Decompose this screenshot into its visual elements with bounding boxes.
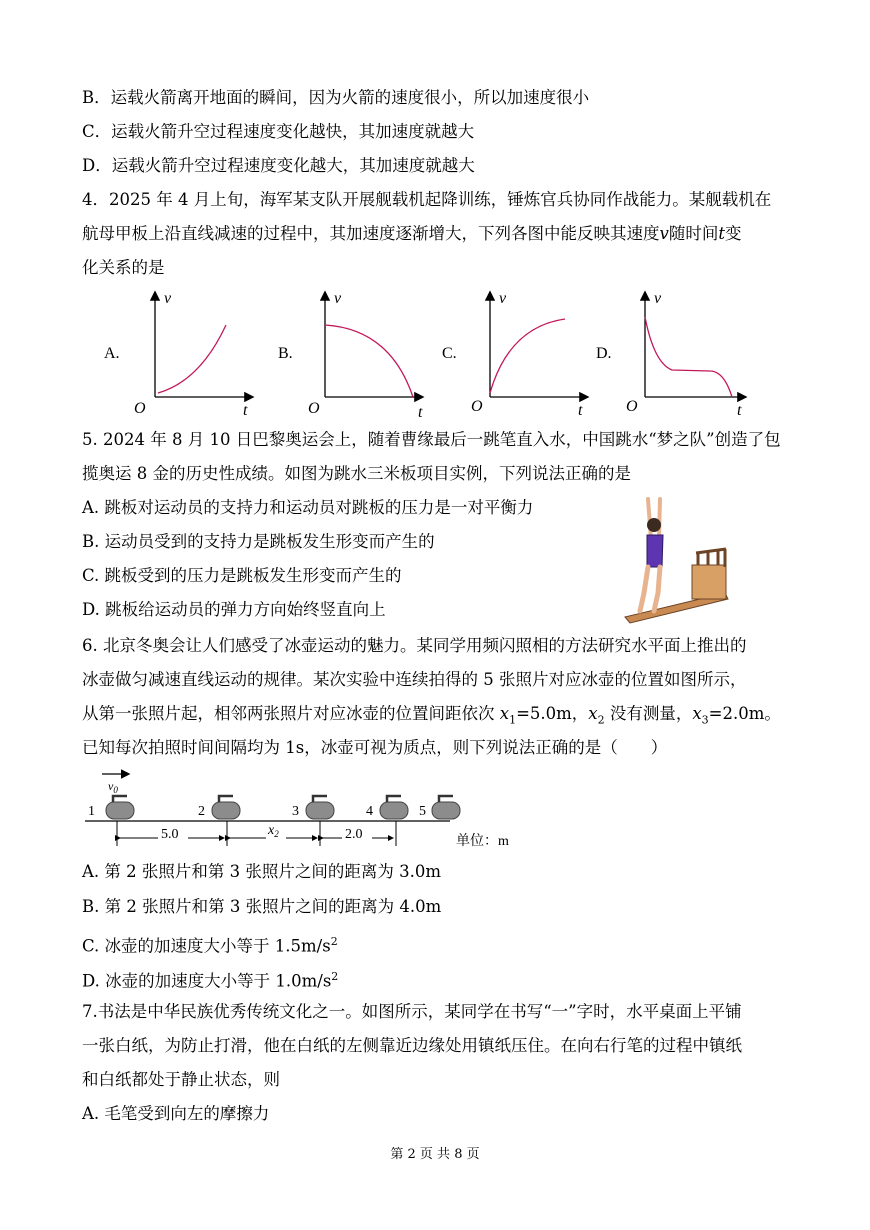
q5-option-d: D. 跳板给运动员的弹力方向始终竖直向上: [82, 600, 386, 619]
axis-label-v: v: [499, 290, 507, 307]
velocity-curve: [325, 325, 413, 397]
q5-option-b: B. 运动员受到的支持力是跳板发生形变而产生的: [82, 532, 435, 551]
dimension-label-x3: 2.0: [345, 827, 363, 842]
q3-option-b: B．运载火箭离开地面的瞬间，因为火箭的速度很小，所以加速度很小: [82, 88, 590, 107]
q6-option-a: A. 第 2 张照片和第 3 张照片之间的距离为 3.0m: [82, 862, 442, 881]
curling-stone-5: [432, 796, 460, 819]
position-label-4: 4: [366, 804, 373, 819]
diver-swimsuit: [647, 535, 663, 567]
q6-stem-line1: 6. 北京冬奥会让人们感受了冰壶运动的魅力。某同学用频闪照相的方法研究水平面上推出的: [82, 636, 747, 655]
q6-stem-line2: 冰壶做匀减速直线运动的规律。某次实验中连续拍得的 5 张照片对应冰壶的位置如图所示，: [82, 670, 747, 689]
velocity-curve: [645, 317, 732, 397]
curling-stone-4: [380, 796, 408, 819]
curling-stone-2: [212, 796, 240, 819]
axis-label-v: v: [334, 290, 342, 307]
axis-label-t: t: [418, 404, 423, 420]
q4-graph-a: [130, 285, 260, 420]
axis-label-v: v: [164, 290, 172, 307]
diver-head: [647, 518, 661, 532]
q4-graph-a-label: A.: [104, 345, 120, 362]
q6-option-c: C. 冰壶的加速度大小等于 $1.5m/s^2$: [82, 935, 338, 956]
q4-stem-line3: 化关系的是: [82, 258, 165, 277]
unit-label: 单位：m: [456, 834, 509, 849]
axis-label-t: t: [578, 402, 583, 419]
axis-label-t: t: [243, 402, 248, 419]
q6-stem-line4: 已知每次拍照时间间隔均为 1s，冰壶可视为质点，则下列说法正确的是（ ）: [82, 738, 668, 757]
velocity-curve: [158, 325, 226, 393]
q7-stem-line1: 7.书法是中华民族优秀传统文化之一。如图所示，某同学在书写“一”字时，水平桌面上平铺: [82, 1002, 742, 1021]
q4-stem-line2: 航母甲板上沿直线减速的过程中，其加速度逐渐增大，下列各图中能反映其速度v随时间t变: [82, 224, 742, 243]
position-label-2: 2: [198, 804, 205, 819]
curling-figure: [80, 766, 540, 851]
board-stand: [692, 565, 726, 599]
dimension-label-x2: $x_2$: [268, 823, 279, 839]
q4-stem-line1: 4．2025 年 4 月上旬，海军某支队开展舰载机起降训练，锤炼官兵协同作战能力。某舰载机在: [82, 190, 772, 209]
q7-stem-line2: 一张白纸，为防止打滑，他在白纸的左侧靠近边缘处用镇纸压住。在向右行笔的过程中镇纸: [82, 1036, 742, 1055]
q6-option-d: D. 冰壶的加速度大小等于 $1.0m/s^2$: [82, 970, 339, 991]
q5-stem-line1: 5. 2024 年 8 月 10 日巴黎奥运会上，随着曹缘最后一跳笔直入水，中国跳水“梦之队”创造了包: [82, 430, 781, 449]
curling-stone-3: [306, 796, 334, 819]
position-label-3: 3: [292, 804, 299, 819]
axis-label-t: t: [737, 402, 742, 419]
curling-stone-1: [106, 796, 134, 819]
origin-label: O: [626, 398, 638, 415]
q5-option-a: A. 跳板对运动员的支持力和运动员对跳板的压力是一对平衡力: [82, 498, 534, 517]
q4-graph-d: [620, 285, 755, 420]
q6-option-b: B. 第 2 张照片和第 3 张照片之间的距离为 4.0m: [82, 897, 442, 916]
q3-option-d: D．运载火箭升空过程速度变化越大，其加速度就越大: [82, 156, 475, 175]
diver-illustration: [620, 495, 735, 625]
q4-graph-c: [465, 285, 595, 420]
axis-label-v: v: [654, 290, 662, 307]
position-label-1: 1: [88, 804, 95, 819]
q5-stem-line2: 揽奥运 8 金的历史性成绩。如图为跳水三米板项目实例，下列说法正确的是: [82, 464, 631, 483]
origin-label: O: [134, 400, 146, 417]
origin-label: O: [471, 398, 483, 415]
q4-graph-c-label: C.: [442, 345, 457, 362]
v0-label: $v_0$: [108, 779, 118, 795]
q4-graph-b-label: B.: [278, 345, 293, 362]
q6-stem-line3: 从第一张照片起，相邻两张照片对应冰壶的位置间距依次 $x_1=5.0m$，$x_2$ 没有测量，$x_3=2.0m$。: [82, 704, 781, 727]
q7-stem-line3: 和白纸都处于静止状态，则: [82, 1070, 280, 1089]
q4-graph-d-label: D.: [596, 345, 612, 362]
q3-option-c: C．运载火箭升空过程速度变化越快，其加速度就越大: [82, 122, 475, 141]
velocity-curve: [490, 319, 565, 393]
q4-graph-b: [300, 285, 430, 420]
position-label-5: 5: [419, 804, 426, 819]
origin-label: O: [308, 400, 320, 417]
q5-option-c: C. 跳板受到的压力是跳板发生形变而产生的: [82, 566, 402, 585]
q7-option-a: A. 毛笔受到向左的摩擦力: [82, 1104, 270, 1123]
dimension-label-x1: 5.0: [161, 827, 179, 842]
page-number-footer: 第 2 页 共 8 页: [390, 1147, 480, 1162]
